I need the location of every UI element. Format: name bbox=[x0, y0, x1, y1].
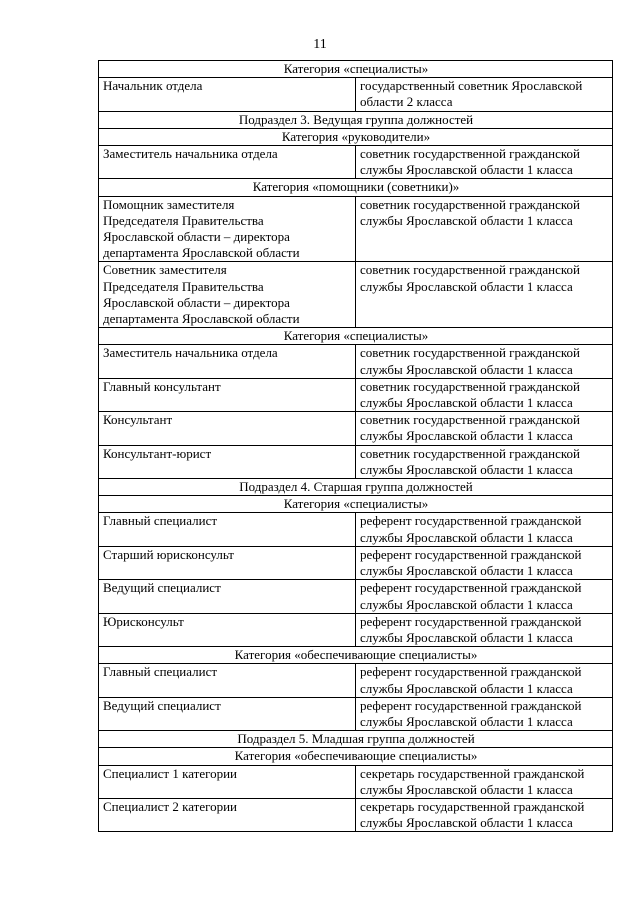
positions-table bbox=[98, 60, 613, 832]
section-heading-row bbox=[99, 479, 613, 496]
section-heading: Подраздел 5. Младшая группа должностей bbox=[99, 731, 613, 748]
position-cell bbox=[99, 445, 356, 478]
rank-cell bbox=[356, 345, 613, 378]
table-row bbox=[99, 697, 613, 730]
section-heading-row bbox=[99, 731, 613, 748]
section-heading-row bbox=[99, 328, 613, 345]
section-heading: Категория «обеспечивающие специалисты» bbox=[99, 748, 613, 765]
position-title: Старший юрисконсульт bbox=[103, 546, 234, 562]
section-heading-row bbox=[99, 179, 613, 196]
rank-cell bbox=[356, 146, 613, 179]
position-cell bbox=[99, 580, 356, 613]
rank-cell bbox=[356, 580, 613, 613]
position-title: Главный консультант bbox=[103, 378, 221, 394]
class-rank: референт государственной гражданской службы Ярославской области 1 класса bbox=[360, 613, 582, 645]
table-row bbox=[99, 664, 613, 697]
class-rank: референт государственной гражданской службы Ярославской области 1 класса bbox=[360, 546, 582, 579]
class-rank: референт государственной гражданской службы Ярославской области 1 класса bbox=[360, 697, 582, 729]
section-heading-row bbox=[99, 61, 613, 78]
table-row bbox=[99, 613, 613, 646]
section-heading: Категория «специалисты» bbox=[99, 328, 613, 345]
rank-cell bbox=[356, 546, 613, 579]
rank-cell bbox=[356, 513, 613, 546]
rank-cell bbox=[356, 412, 613, 445]
section-heading-row bbox=[99, 496, 613, 513]
position-title: Помощник заместителя Председателя Правительства Ярославской области – директора департамента Ярославской области bbox=[103, 196, 300, 261]
class-rank: государственный советник Ярославской области 2 класса bbox=[360, 78, 583, 110]
class-rank: секретарь государственной гражданской службы Ярославской области 1 класса bbox=[360, 765, 585, 797]
class-rank: советник государственной гражданской службы Ярославской области 1 класса bbox=[360, 262, 580, 294]
class-rank: советник государственной гражданской службы Ярославской области 1 класса bbox=[360, 345, 580, 377]
position-cell bbox=[99, 513, 356, 546]
section-heading-row bbox=[99, 111, 613, 128]
class-rank: референт государственной гражданской службы Ярославской области 1 класса bbox=[360, 664, 582, 696]
section-heading: Подраздел 4. Старшая группа должностей bbox=[99, 479, 613, 496]
position-title: Ведущий специалист bbox=[103, 580, 221, 596]
position-cell bbox=[99, 196, 356, 262]
rank-cell bbox=[356, 445, 613, 478]
table-row bbox=[99, 513, 613, 546]
section-heading: Категория «обеспечивающие специалисты» bbox=[99, 647, 613, 664]
position-cell bbox=[99, 546, 356, 579]
section-heading-row bbox=[99, 748, 613, 765]
rank-cell bbox=[356, 798, 613, 831]
table-row bbox=[99, 798, 613, 831]
position-title: Советник заместителя Председателя Правительства Ярославской области – директора департамента Ярославской области bbox=[103, 262, 300, 327]
position-title: Главный специалист bbox=[103, 664, 218, 680]
rank-cell bbox=[356, 262, 613, 328]
position-title: Заместитель начальника отдела bbox=[103, 146, 278, 162]
section-heading: Категория «специалисты» bbox=[99, 496, 613, 513]
rank-cell bbox=[356, 664, 613, 697]
position-title: Консультант bbox=[103, 412, 173, 428]
position-title: Ведущий специалист bbox=[103, 697, 221, 713]
table-row bbox=[99, 345, 613, 378]
table-row bbox=[99, 765, 613, 798]
position-title: Специалист 1 категории bbox=[103, 765, 238, 781]
section-heading: Категория «специалисты» bbox=[99, 61, 613, 78]
positions-table-body bbox=[99, 61, 613, 832]
position-title: Главный специалист bbox=[103, 513, 218, 529]
rank-cell bbox=[356, 697, 613, 730]
position-cell bbox=[99, 765, 356, 798]
class-rank: советник государственной гражданской службы Ярославской области 1 класса bbox=[360, 146, 580, 178]
rank-cell bbox=[356, 765, 613, 798]
position-cell bbox=[99, 798, 356, 831]
table-row bbox=[99, 78, 613, 111]
position-cell bbox=[99, 664, 356, 697]
section-heading: Категория «руководители» bbox=[99, 128, 613, 145]
class-rank: референт государственной гражданской службы Ярославской области 1 класса bbox=[360, 580, 582, 612]
position-title: Заместитель начальника отдела bbox=[103, 345, 278, 361]
position-cell bbox=[99, 146, 356, 179]
position-title: Консультант-юрист bbox=[103, 445, 212, 461]
table-row bbox=[99, 445, 613, 478]
position-cell bbox=[99, 345, 356, 378]
table-row bbox=[99, 546, 613, 579]
class-rank: референт государственной гражданской службы Ярославской области 1 класса bbox=[360, 513, 582, 545]
position-cell bbox=[99, 412, 356, 445]
position-cell bbox=[99, 78, 356, 111]
rank-cell bbox=[356, 196, 613, 262]
page-number: 11 bbox=[313, 37, 327, 52]
class-rank: советник государственной гражданской службы Ярославской области 1 класса bbox=[360, 196, 580, 228]
table-row bbox=[99, 412, 613, 445]
position-cell bbox=[99, 697, 356, 730]
class-rank: советник государственной гражданской службы Ярославской области 1 класса bbox=[360, 412, 580, 444]
section-heading: Подраздел 3. Ведущая группа должностей bbox=[99, 111, 613, 128]
position-title: Специалист 2 категории bbox=[103, 798, 238, 814]
position-cell bbox=[99, 378, 356, 411]
position-cell bbox=[99, 613, 356, 646]
table-row bbox=[99, 378, 613, 411]
class-rank: советник государственной гражданской службы Ярославской области 1 класса bbox=[360, 378, 580, 411]
rank-cell bbox=[356, 378, 613, 411]
table-row bbox=[99, 580, 613, 613]
section-heading-row bbox=[99, 647, 613, 664]
section-heading: Категория «помощники (советники)» bbox=[99, 179, 613, 196]
position-title: Начальник отдела bbox=[103, 78, 203, 94]
section-heading-row bbox=[99, 128, 613, 145]
position-cell bbox=[99, 262, 356, 328]
table-row bbox=[99, 196, 613, 262]
position-title: Юрисконсульт bbox=[103, 613, 184, 629]
rank-cell bbox=[356, 613, 613, 646]
table-row bbox=[99, 262, 613, 328]
table-row bbox=[99, 146, 613, 179]
class-rank: секретарь государственной гражданской службы Ярославской области 1 класса bbox=[360, 798, 585, 831]
class-rank: советник государственной гражданской службы Ярославской области 1 класса bbox=[360, 445, 580, 477]
rank-cell bbox=[356, 78, 613, 111]
